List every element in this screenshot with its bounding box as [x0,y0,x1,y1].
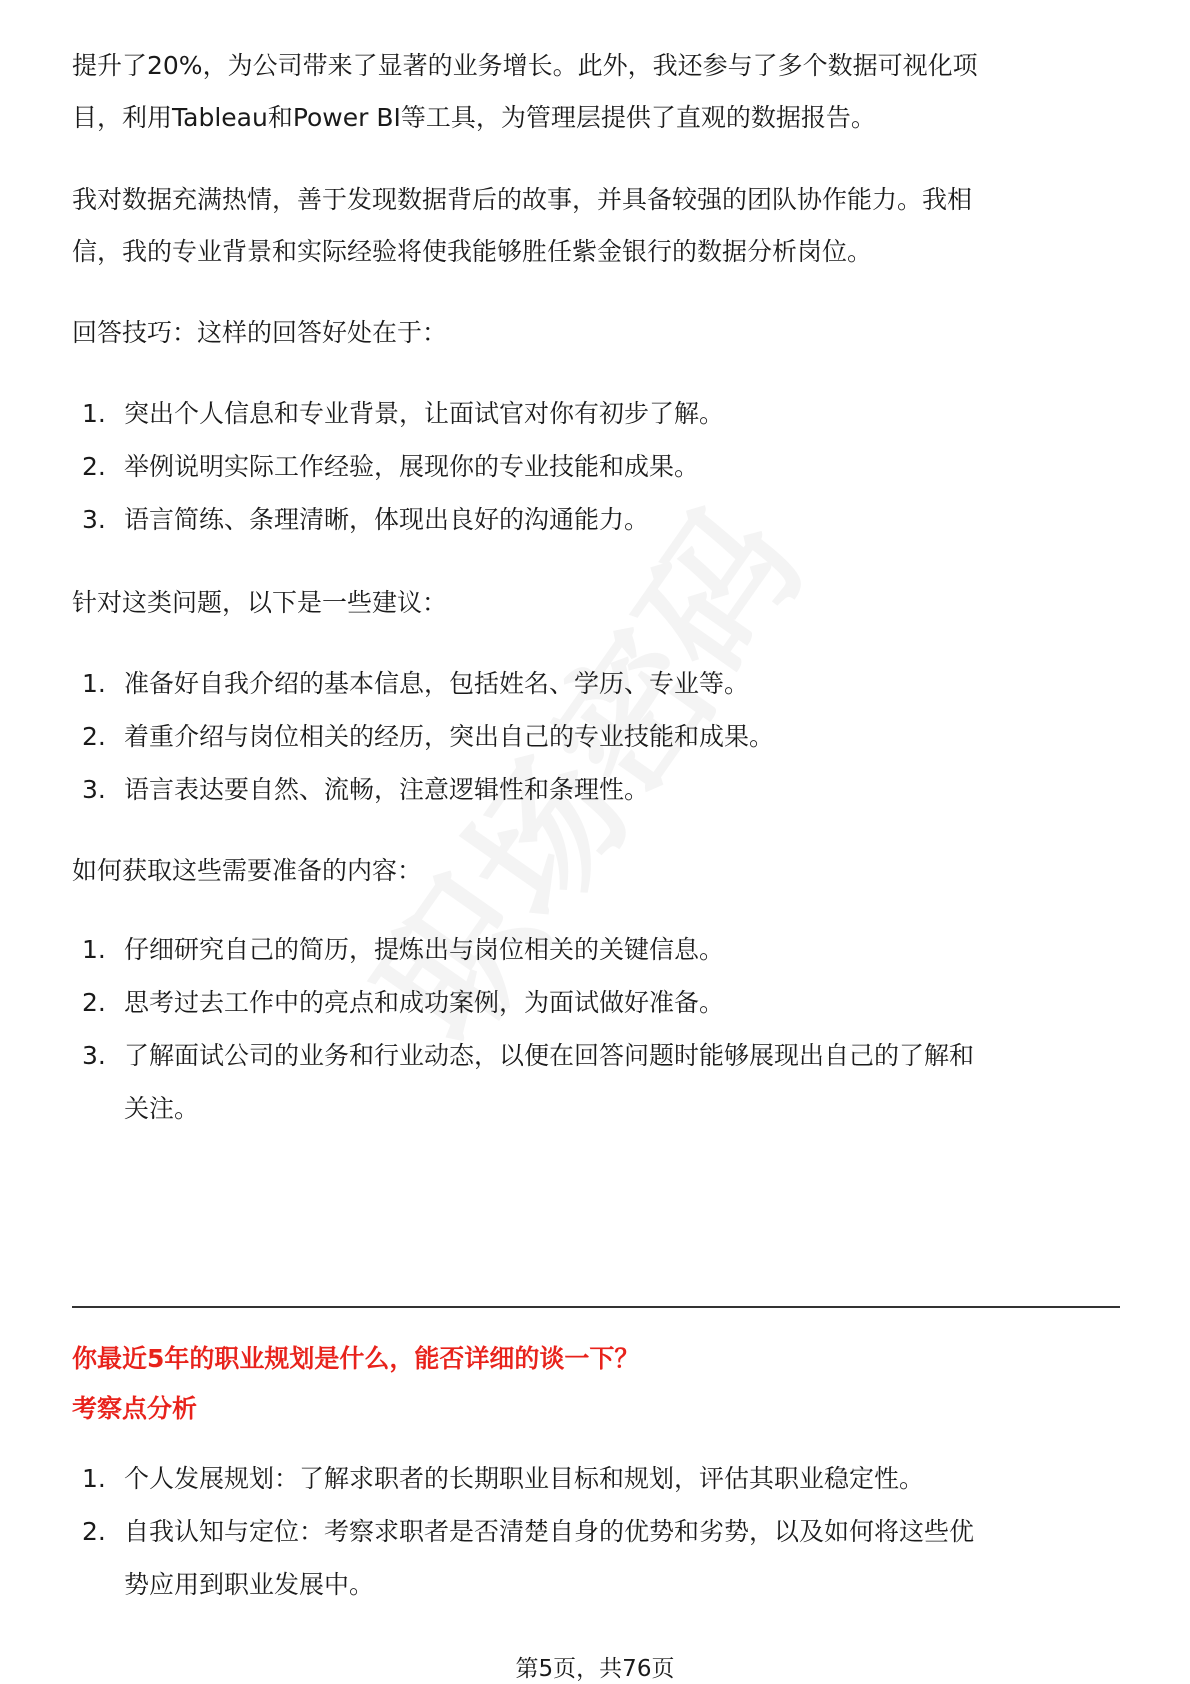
list-number: 3. [82,505,106,534]
passion-paragraph-line2: 信，我的专业背景和实际经验将使我能够胜任紫金银行的数据分析岗位。 [72,237,873,266]
tips-heading: 回答技巧：这样的回答好处在于： [72,318,448,347]
analysis-subtitle: 考察点分析 [72,1394,198,1423]
question-title: 你最近5年的职业规划是什么，能否详细的谈一下？ [72,1344,640,1373]
list-number: 3. [82,775,106,804]
prep-heading: 如何获取这些需要准备的内容： [72,856,423,885]
list-text: 自我认知与定位：考察求职者是否清楚自身的优势和劣势，以及如何将这些优 [124,1517,975,1546]
list-number: 3. [82,1041,106,1070]
intro-paragraph-line1: 提升了20%，为公司带来了显著的业务增长。此外，我还参与了多个数据可视化项 [72,51,978,80]
list-text: 突出个人信息和专业背景，让面试官对你有初步了解。 [124,399,725,428]
list-number: 1. [82,399,106,428]
list-text: 思考过去工作中的亮点和成功案例，为面试做好准备。 [124,988,725,1017]
list-text: 关注。 [124,1094,200,1123]
list-text: 个人发展规划：了解求职者的长期职业目标和规划，评估其职业稳定性。 [124,1464,925,1493]
list-number: 1. [82,935,106,964]
list-text: 势应用到职业发展中。 [124,1570,375,1599]
list-number: 2. [82,1517,106,1546]
list-text: 着重介绍与岗位相关的经历，突出自己的专业技能和成果。 [124,722,775,751]
advice-heading: 针对这类问题，以下是一些建议： [72,588,448,617]
list-number: 1. [82,669,106,698]
list-number: 2. [82,988,106,1017]
section-divider [72,1306,1120,1308]
list-text: 语言表达要自然、流畅，注意逻辑性和条理性。 [124,775,650,804]
list-text: 仔细研究自己的简历，提炼出与岗位相关的关键信息。 [124,935,725,964]
page-number: 第5页，共76页 [515,1656,675,1682]
list-text: 语言简练、条理清晰，体现出良好的沟通能力。 [124,505,650,534]
list-text: 准备好自我介绍的基本信息，包括姓名、学历、专业等。 [124,669,750,698]
list-text: 了解面试公司的业务和行业动态，以便在回答问题时能够展现出自己的了解和 [124,1041,975,1070]
intro-paragraph-line2: 目，利用Tableau和Power BI等工具，为管理层提供了直观的数据报告。 [72,103,876,132]
list-number: 2. [82,452,106,481]
list-text: 举例说明实际工作经验，展现你的专业技能和成果。 [124,452,700,481]
list-number: 1. [82,1464,106,1493]
passion-paragraph-line1: 我对数据充满热情，善于发现数据背后的故事，并具备较强的团队协作能力。我相 [72,185,973,214]
list-number: 2. [82,722,106,751]
